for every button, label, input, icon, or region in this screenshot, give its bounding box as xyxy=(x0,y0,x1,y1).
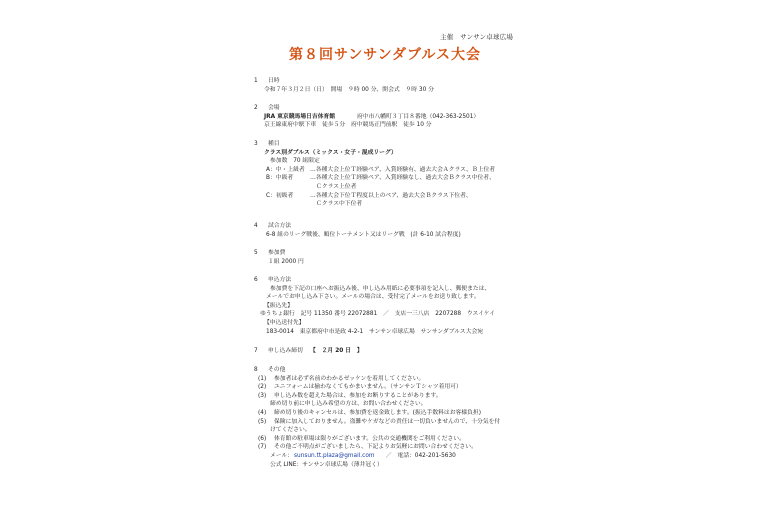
class-description: …各種大会下位Ｔ程度以上のペア、過去大会Ｂクラス下位者、 xyxy=(310,192,472,199)
venue-access: 京王線東府中駅下車 徒歩５分 府中競馬正門前駅 徒歩 10 分 xyxy=(264,122,432,129)
event-quota: 参加数 70 組限定 xyxy=(270,158,320,165)
note-number: (3) xyxy=(258,392,267,399)
note-number: (2) xyxy=(258,384,267,391)
fee-line: １組 2000 円 xyxy=(268,258,304,265)
class-label: C：初級者 xyxy=(266,192,294,199)
section-heading: その他 xyxy=(268,367,286,373)
note-number: (6) xyxy=(258,435,267,442)
section-number: 4 xyxy=(254,223,258,229)
note-text: 締め切り後のキャンセルは、参加費を返金致します。(振込手数料はお客様負担) xyxy=(274,409,481,416)
section-heading: 申込方法 xyxy=(268,277,292,283)
section-heading: 試合方法 xyxy=(268,223,292,229)
class-description: Ｃクラス上位者 xyxy=(316,183,357,190)
event-name: クラス別ダブルス（ミックス・女子・混成リーグ） xyxy=(264,149,397,156)
contact-email-link[interactable]: sunsun.tt.plaza@gmail.com xyxy=(294,452,375,459)
mail-to-address: 183-0014 東京都府中市是政 4-2-1 サンサン卓球広場 サンサンダブルス大会宛 xyxy=(266,328,484,335)
contact-mail-label: メール： xyxy=(270,452,294,459)
contact-phone: ／ 電話：042-201-5630 xyxy=(380,452,456,459)
section-application xyxy=(254,276,544,336)
class-label: B：中級者 xyxy=(266,175,294,182)
section-notes xyxy=(254,366,544,469)
class-description: Ｃクラス中下位者 xyxy=(316,201,363,208)
note-text: 保険に加入しておりません。盗難やケガなどの責任は一切負いませんので、十分気を付 xyxy=(274,418,501,425)
venue-name: JRA 東京競馬場日吉体育館 xyxy=(264,113,336,120)
section-number: 8 xyxy=(254,367,258,373)
note-text: その他ご不明点がございましたら、下記よりお気軽にお問い合わせください。 xyxy=(274,444,477,451)
note-number: (4) xyxy=(258,409,267,416)
note-text: ユニフォームは揃わなくてもかまいません。（サンサンＴシャツ着用可） xyxy=(274,384,462,391)
section-heading: 申し込み締切 xyxy=(268,348,303,354)
note-text: 締め切り前に申し込み希望の方は、お問い合わせください。 xyxy=(270,401,427,408)
note-text: 参加者は必ず名前のわかるゼッケンを着用してください。 xyxy=(274,375,425,382)
class-label: A：中・上級者 xyxy=(266,166,305,173)
deadline-date: 【 ２月 20 日 】 xyxy=(310,348,363,354)
contact-line-account: 公式 LINE：サンサン卓球広場（薄井冠く） xyxy=(270,461,383,468)
application-text: メールでお申し込み下さい。メールの場合は、受付完了メールをお送り致します。 xyxy=(266,294,480,301)
section-number: 3 xyxy=(254,141,258,147)
note-text: けてください。 xyxy=(270,427,311,434)
section-deadline xyxy=(254,347,544,356)
section-heading: 参加費 xyxy=(268,250,286,256)
document-title: 第８回サンサンダブルス大会 xyxy=(288,47,482,63)
organizer-label: 主催 サンサン卓球広場 xyxy=(440,33,514,41)
section-fee xyxy=(254,249,544,266)
section-number: 1 xyxy=(254,78,258,84)
date-line: 令和７年３月２日（日） 開場 ９時 00 分、開会式 ９時 30 分 xyxy=(264,86,434,93)
section-heading: 種目 xyxy=(268,141,280,147)
section-format xyxy=(254,222,544,239)
class-description: …各種大会上位Ｔ経験ペア、入賞経験有、過去大会Ａクラス、Ｂ上位者 xyxy=(310,166,496,173)
mail-to-heading: 【申込送付先】 xyxy=(264,319,305,326)
note-number: (7) xyxy=(258,444,267,451)
note-text: 申し込み数を超えた場合は、参加をお断りすることがあります。 xyxy=(274,392,442,399)
section-heading: 会場 xyxy=(268,105,280,111)
section-date xyxy=(254,77,544,94)
section-event xyxy=(254,140,544,209)
venue-address: 府中市八幡町３丁目８番地（042-363-2501） xyxy=(357,113,480,120)
section-number: 5 xyxy=(254,250,258,256)
section-heading: 日時 xyxy=(268,78,280,84)
bank-details: ゆうちょ銀行 記号 11350 番号 22072881 ／ 支店一三八店 2207288 ウスイケイ xyxy=(260,311,495,318)
format-line: 6-8 組のリーグ戦後、順位トーナメント又はリーグ戦 (計 6-10 試合程度) xyxy=(266,231,461,238)
section-number: 7 xyxy=(254,348,258,354)
note-number: (5) xyxy=(258,418,267,425)
section-venue xyxy=(254,104,544,130)
note-number: (1) xyxy=(258,375,267,382)
section-number: 6 xyxy=(254,277,258,283)
application-text: 参加費を下記の口座へお振込み後、申し込み用紙に必要事項を記入し、郵便または、 xyxy=(270,285,491,292)
note-text: 体育館の駐車場は限りがございます。公共の交通機関をご利用ください。 xyxy=(274,435,465,442)
bank-heading: 【振込先】 xyxy=(264,302,293,309)
section-number: 2 xyxy=(254,105,258,111)
class-description: …各種大会上位Ｔ経験ペア、入賞経験なし、過去大会Ｂクラス中位者、 xyxy=(310,175,495,182)
